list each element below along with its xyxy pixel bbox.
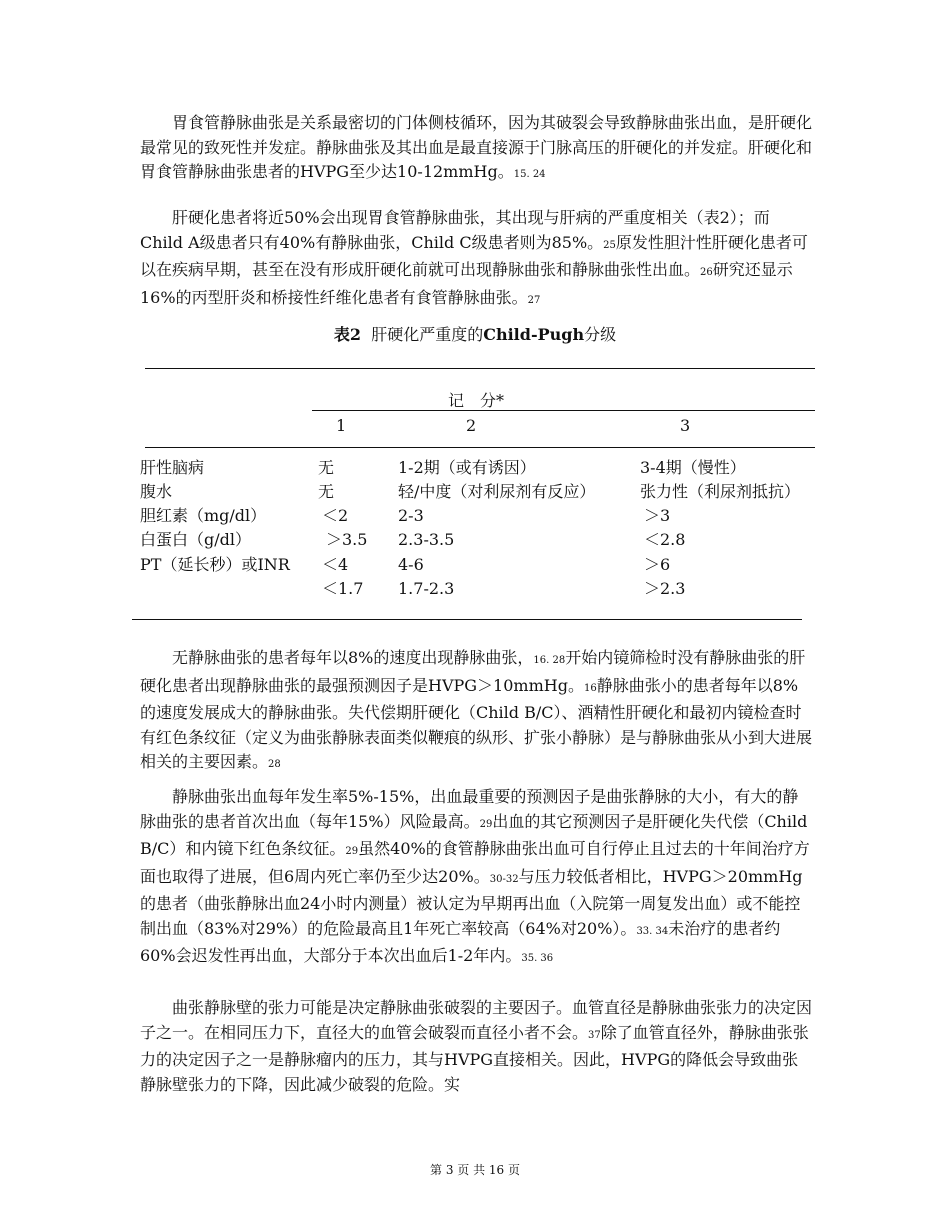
paragraph-text: 出血的其它预测因子是肝硬化失代偿（Child B/C）和内镜下红色条纹征。 <box>140 811 808 858</box>
paragraph-text: 未治疗的患者约60%会迟发性再出血，大部分于本次出血后1-2年内。 <box>140 918 781 965</box>
citation-ref: 25 <box>603 239 616 251</box>
table-cell: 3-4期（慢性） <box>640 458 746 477</box>
citation-ref: 37 <box>588 1029 601 1041</box>
paragraph-development <box>140 646 812 778</box>
table-cell: 无 <box>318 482 335 501</box>
paragraph-varices-collateral <box>140 111 812 188</box>
table-caption-text: 肝硬化严重度的 <box>371 325 484 344</box>
citation-ref: 28 <box>268 759 281 770</box>
citation-ref: 26 <box>700 267 713 278</box>
table-cell: ＞3.5 <box>326 530 368 549</box>
paragraph-text: 原发性胆汁性肝硬化患者可以在疾病早期，甚至在没有形成肝硬化前就可出现静脉曲张和静脉曲张性出血。 <box>140 232 808 279</box>
citation-ref: 35. 36 <box>521 953 554 964</box>
table-cell: 1.7-2.3 <box>398 579 455 598</box>
paragraph-text: 胃食管静脉曲张是关系最密切的门体侧枝循环，因为其破裂会导致静脉曲张出血，是肝硬化最常见的致死性并发症。静脉曲张及其出血是最直接源于门脉高压的肝硬化的并发症。肝硬化和胃食管静脉曲张患者的HVPG至少达10-12mmHg。 <box>140 113 813 181</box>
table-cell: 2-3 <box>398 506 424 525</box>
table-bottom-rule <box>132 619 802 620</box>
table-top-rule <box>145 368 815 369</box>
paragraph-text: 研究还显示16%的丙型肝炎和桥接性纤维化患者有食管静脉曲张。 <box>140 260 793 307</box>
citation-ref: 15. 24 <box>513 169 546 180</box>
paragraph-text: 开始内镜筛检时没有静脉曲张的肝硬化患者出现静脉曲张的最强预测因子是HVPG＞10mmHg。 <box>140 648 806 695</box>
table-row-label: 胆红素（mg/dl） <box>140 506 267 525</box>
table-caption <box>0 322 950 345</box>
column-header-rule <box>145 447 815 448</box>
table-cell: 张力性（利尿剂抵抗） <box>640 482 801 501</box>
column-header-3: 3 <box>680 416 691 435</box>
table-cell: ＜1.7 <box>322 579 364 598</box>
paragraph-text: 虽然40%的食管静脉曲张出血可自行停止且过去的十年间治疗方面也取得了进展，但6周内死亡率仍至少达20%。 <box>140 839 810 886</box>
paragraph-text: 曲张静脉壁的张力可能是决定静脉曲张破裂的主要因子。血管直径是静脉曲张张力的决定因子之一。在相同压力下，直径大的血管会破裂而直径小者不会。 <box>140 998 813 1042</box>
table-cell: 4-6 <box>398 555 424 574</box>
table-cell: ＞3 <box>644 506 671 525</box>
table-cell: ＜2.8 <box>644 530 686 549</box>
paragraph-bleeding <box>140 785 812 972</box>
paragraph-wall-tension <box>140 996 812 1097</box>
citation-ref: 33. 34 <box>636 925 669 937</box>
score-header-rule <box>312 410 815 411</box>
paragraph-text: 与压力较低者相比，HVPG＞20mmHg的患者（曲张静脉出血24小时内测量）被认定为早期再出血（入院第一周复发出血）或不能控制出血（83%对29%）的危险最高且1年死亡率较高（64%对20%）。 <box>140 866 803 938</box>
citation-ref: 30-32 <box>489 873 519 885</box>
page-footer: 第 3 页 共 16 页 <box>430 1163 520 1177</box>
table-cell: 无 <box>318 458 335 477</box>
table-cell: 轻/中度（对利尿剂有反应） <box>398 482 596 501</box>
table-cell: ＞2.3 <box>644 579 686 598</box>
column-header-2: 2 <box>466 416 477 435</box>
table-cell: 2.3-3.5 <box>398 530 455 549</box>
paragraph-text: 静脉曲张小的患者每年以8%的速度发展成大的静脉曲张。失代偿期肝硬化（Child B/C）、酒精性肝硬化和最初内镜检查时有红色条纹征（定义为曲张静脉表面类似鞭痕的纵形、扩张小静脉）是与静脉曲张从小到大进展相关的主要因素。 <box>140 675 813 771</box>
citation-ref: 29 <box>345 846 359 857</box>
citation-ref: 29 <box>479 818 493 830</box>
paragraph-text: 除了血管直径外，静脉曲张张力的决定因子之一是静脉瘤内的压力，其与HVPG直接相关。因此，HVPG的降低会导致曲张静脉壁张力的下降，因此减少破裂的危险。实 <box>140 1022 809 1094</box>
table-row-label: 腹水 <box>140 482 173 501</box>
table-cell: ＞6 <box>644 555 671 574</box>
citation-ref: 16. 28 <box>533 655 566 666</box>
table-row-label: 肝性脑病 <box>140 458 205 477</box>
table-row-label: PT（延长秒）或INR <box>140 555 290 574</box>
citation-ref: 16 <box>583 682 597 694</box>
table-cell: ＜4 <box>322 555 349 574</box>
paragraph-text: 静脉曲张出血每年发生率5%-15%，出血最重要的预测因子是曲张静脉的大小，有大的静脉曲张的患者首次出血（每年15%）风险最高。 <box>140 787 799 831</box>
table-caption-suffix: 分级 <box>584 325 617 344</box>
paragraph-text: 肝硬化患者将近50%会出现胃食管静脉曲张，其出现与肝病的严重度相关（表2）；而Child A级患者只有40%有静脉曲张，Child C级患者则为85%。 <box>140 208 770 252</box>
paragraph-text: 无静脉曲张的患者每年以8%的速度出现静脉曲张， <box>172 648 534 667</box>
table-caption-number: 表2 <box>333 325 362 344</box>
column-header-1: 1 <box>336 416 347 435</box>
table-cell: ＜2 <box>322 506 349 525</box>
citation-ref: 27 <box>527 294 541 306</box>
table-row-label: 白蛋白（g/dl） <box>140 530 251 549</box>
paragraph-prevalence <box>140 206 812 313</box>
table-caption-bold: Child-Pugh <box>483 325 585 344</box>
score-header: 记 分* <box>448 391 505 410</box>
table-cell: 1-2期（或有诱因） <box>398 458 536 477</box>
